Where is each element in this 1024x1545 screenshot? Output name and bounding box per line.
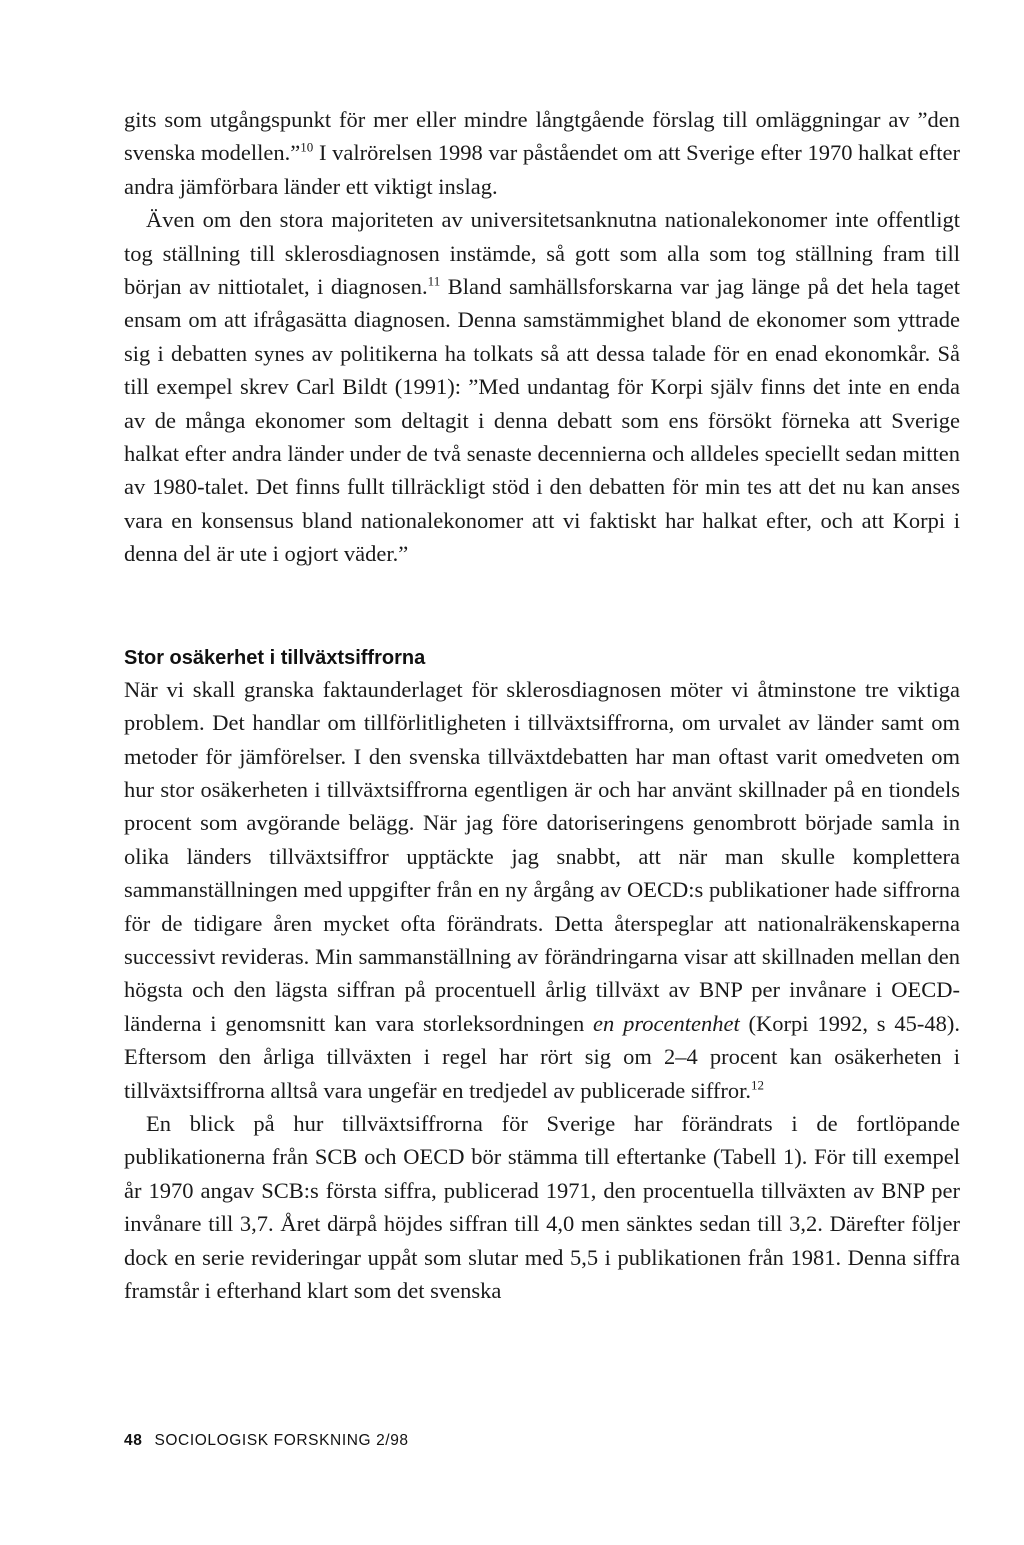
text-run: I valrörelsen 1998 var påståendet om att Sverige efter 1970 halkat efter andra jämförbara länder ett viktigt inslag. xyxy=(124,140,960,199)
footnote-ref[interactable]: 11 xyxy=(427,273,441,289)
text-run: När vi skall granska faktaunderlaget för sklerosdiagnosen möter vi åtminstone tre viktiga problem. Det handlar om tillförlitligheten i tillväxtsiffrorna, om urvalet av länder samt om metoder för jämförelser. I den svenska tillväxtdebatten har man oftast varit omedveten om hur stor osäkerheten i tillväxtsiffrorna egentligen är och har använt skillnader på en tiondels procent som avgörande belägg. När jag före datoriseringens genombrott började samla in olika länders tillväxtsiffror upptäckte jag snabbt, att när man skulle komplettera sammanställningen med uppgifter från en ny årgång av OECD:s publikationer hade siffrorna för de tidigare åren mycket ofta förändrats. Detta återspeglar att nationalräkenskaperna successivt revideras. Min sammanställning av förändringarna visar att skillnaden mellan den högsta och den lägsta siffran på procentuell årlig tillväxt av BNP per invånare i OECD-länderna i genomsnitt kan vara storleksordningen xyxy=(124,676,960,1036)
paragraph xyxy=(124,1107,960,1307)
text-run: En blick på hur tillväxtsiffrorna för Sverige har förändrats i de fortlöpande publikationerna från SCB och OECD bör stämma till eftertanke (Tabell 1). För till exempel år 1970 angav SCB:s första siffra, publicerad 1971, den procentuella tillväxten av BNP per invånare till 3,7. Året därpå höjdes siffran till 4,0 men sänktes sedan till 3,2. Därefter följer dock en serie revideringar uppåt som slutar med 5,5 i publikationen från 1981. Denna siffra framstår i efterhand klart som det svenska xyxy=(124,1110,960,1303)
emphasis-text: en procentenhet xyxy=(593,1010,740,1036)
text-run: Även om den stora majoriteten av universitetsanknutna nationalekonomer inte offentligt tog ställning till sklerosdiagnosen instämde, så gott som alla som tog ställning fram till början av nittiotalet, i diagnosen. xyxy=(124,207,960,300)
footnote-ref[interactable]: 12 xyxy=(751,1077,765,1093)
paragraph xyxy=(124,203,960,570)
page-number: 48 xyxy=(124,1432,143,1449)
section-heading: Stor osäkerhet i tillväxtsiffrorna xyxy=(124,646,426,669)
page-footer xyxy=(124,1432,409,1450)
text-run: gits som utgångspunkt för mer eller mindre långtgående förslag till omläggningar av ”den svenska modellen.” xyxy=(124,107,960,166)
journal-title: SOCIOLOGISK FORSKNING 2/98 xyxy=(154,1432,409,1449)
text-run: Bland samhällsforskarna var jag länge på det hela taget ensam om att ifrågasätta diagnosen. Denna samstämmighet bland de ekonomer som yttrade sig i debatten synes av politikerna ha tolkats så att dessa talade för en enad ekonomkår. Så till exempel skrev Carl Bildt (1991): ”Med undantag för Korpi själv finns det inte en enda av de många ekonomer som deltagit i denna debatt som ens försökt förneka att Sverige halkat efter andra länder under de två senaste decennierna och alldeles speciellt sedan mitten av 1980-talet. Det finns fullt tillräckligt stöd i den debatten för min tes att det nu kan anses vara en konsensus bland nationalekonomer att vi faktiskt har halkat efter, och att Korpi i denna del är ute i ogjort väder.” xyxy=(124,274,960,567)
footnote-ref[interactable]: 10 xyxy=(300,139,314,155)
text-run: (Korpi 1992, s 45-48). Eftersom den årliga tillväxten i regel har rört sig om 2–4 procent kan osäkerheten i tillväxtsiffrorna alltså vara ungefär en tredjedel av publicerade siffror. xyxy=(124,1010,960,1103)
paragraph xyxy=(124,103,960,203)
page-body xyxy=(124,103,960,1307)
paragraph xyxy=(124,673,960,1107)
